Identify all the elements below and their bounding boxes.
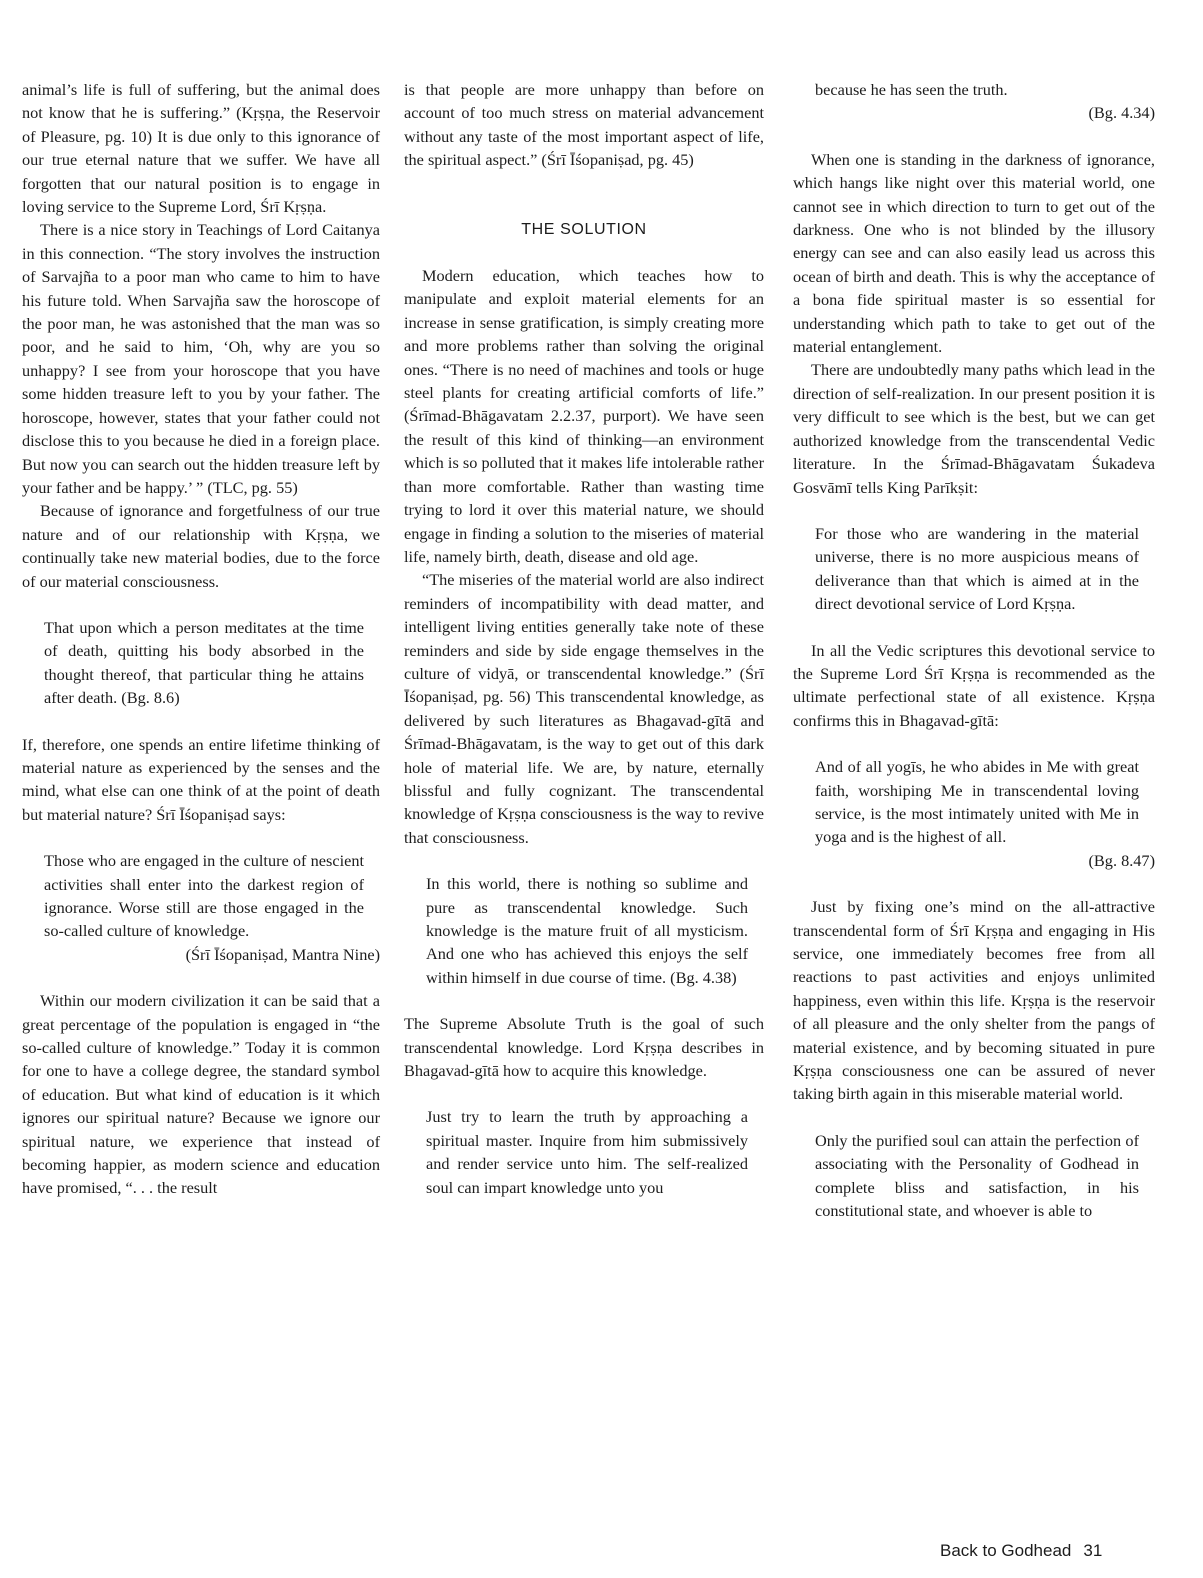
paragraph: Modern education, which teaches how to manipulate and exploit material elements for an increase in sense gratification, is simply creating more and more problems rather than solving the original ones. “There is no need of machines and tools or huge steel plants for creating artificial comforts of life.” (Śrīmad-Bhāgavatam 2.2.37, purport). We have seen the result of this kind of thinking—an environment which is so polluted that it makes life intolerable rather than more comfortable. Rather than wasting time trying to lord it over this material nature, we should engage in finding a solution to the miseries of material life, namely birth, death, disease and old age. [404, 266, 764, 566]
paragraph: Just by fixing one’s mind on the all-attractive transcendental form of Śrī Kṛṣṇa and engaging in His service, one immediately becomes free from all reactions to past activities and enjoys unlimited happiness, even within this life. Kṛṣṇa is the reservoir of all pleasure and the only shelter from the pangs of material existence, and by becoming situated in pure Kṛṣṇa consciousness one can be assured of never taking birth again in this miserable material world. [793, 897, 1155, 1104]
page-footer [940, 1541, 1102, 1561]
block-quote: For those who are wandering in the material universe, there is no more auspicious means of deliverance than that which is aimed at in the direct devotional service of Lord Kṛṣṇa. [815, 523, 1139, 614]
paragraph: is that people are more unhappy than before on account of too much stress on material advancement without any taste of the most important aspect of life, the spiritual aspect.” (Śrī Īśopaniṣad, pg. 45) [404, 80, 764, 170]
paragraph: There is a nice story in Teachings of Lord Caitanya in this connection. “The story involves the instruction of Sarvajña to a poor man who came to him to have his future told. When Sarvajña saw the horoscope of the poor man, he was astonished that the man was so poor, and he said to him, ‘Oh, why are you so unhappy? I see from your horoscope that you have some hidden treasure left to you by your father. The horoscope, however, states that your father could not disclose this to you because he died in a foreign place. But now you can search out the hidden treasure left by your father and be happy.’ ” (TLC, pg. 55) [22, 220, 380, 497]
block-quote: Only the purified soul can attain the perfection of associating with the Personality of Godhead in complete bliss and satisfaction, in his constitutional state, and whoever is able to [815, 1130, 1139, 1221]
paragraph: When one is standing in the darkness of ignorance, which hangs like night over this material world, one cannot see in which direction to turn to get out of the darkness. One who is not blinded by the illusory energy can see and can also easily lead us across this ocean of birth and death. This is why the acceptance of a bona fide spiritual master is so essential for understanding which path to take to get out of the material entanglement. [793, 149, 1155, 357]
paragraph: There are undoubtedly many paths which lead in the direction of self-realization. In our present position it is very difficult to see which is the best, but we can get authorized knowledge from the transcendental Vedic literature. In the Śrīmad-Bhāgavatam Śukadeva Gosvāmī tells King Parīkṣit: [793, 360, 1155, 497]
column-3 [793, 78, 1155, 1222]
magazine-title: Back to Godhead [940, 1541, 1072, 1560]
page-number: 31 [1083, 1541, 1103, 1560]
block-quote: Just try to learn the truth by approaching a spiritual master. Inquire from him submissively and render service unto him. The self-realized soul can impart knowledge unto you [426, 1107, 748, 1197]
paragraph: “The miseries of the material world are also indirect reminders of incompatibility with dead matter, and intelligent living entities generally take note of these reminders and side by side engage themselves in the culture of vidyā, or transcendental knowledge.” (Śrī Īśopaniṣad, pg. 56) This transcendental knowledge, as delivered by such literatures as Bhagavad-gītā and Śrīmad-Bhāgavatam, is the way to get out of this dark hole of material life. We are, by nature, eternally blissful and fully cognizant. The transcendental knowledge of Kṛṣṇa consciousness is the way to revive that consciousness. [404, 570, 764, 847]
column-2 [404, 78, 764, 1199]
column-1 [22, 78, 380, 1200]
paragraph: In all the Vedic scriptures this devotional service to the Supreme Lord Śrī Kṛṣṇa is recommended as the ultimate perfectional state of all existence. Kṛṣṇa confirms this in Bhagavad-gītā: [793, 640, 1155, 730]
quote-citation: (Śrī Īśopaniṣad, Mantra Nine) [185, 944, 380, 964]
block-quote: In this world, there is nothing so sublime and pure as transcendental knowledge. Such knowledge is the mature fruit of all mysticism. And one who has achieved this enjoys the self within himself in due course of time. (Bg. 4.38) [426, 874, 748, 987]
quote-citation: (Bg. 8.47) [1088, 850, 1155, 870]
paragraph: animal’s life is full of suffering, but the animal does not know that he is suffering.” (Kṛṣṇa, the Reservoir of Pleasure, pg. 10) It is due only to this ignorance of our true eternal nature that we suffer. We have all forgotten that our natural position is to engage in loving service to the Supreme Lord, Śrī Kṛṣṇa. [22, 80, 380, 217]
paragraph: The Supreme Absolute Truth is the goal of such transcendental knowledge. Lord Kṛṣṇa describes in Bhagavad-gītā how to acquire this knowledge. [404, 1014, 764, 1081]
section-heading: THE SOLUTION [521, 220, 647, 238]
block-quote-end: because he has seen the truth. [815, 80, 1008, 99]
paragraph: If, therefore, one spends an entire lifetime thinking of material nature as experienced by the senses and the mind, what else can one think of at the point of death but material nature? Śrī Īśopaniṣad says: [22, 734, 380, 824]
paragraph: Within our modern civilization it can be said that a great percentage of the population is engaged in “the so-called culture of knowledge.” Today it is common for one to have a college degree, the standard symbol of education. But what kind of education is it which ignores our spiritual nature? Because we ignore our spiritual nature, we experience that instead of becoming happier, as modern science and education have promised, “. . . the result [22, 991, 380, 1198]
quote-citation: (Bg. 4.34) [1088, 103, 1155, 123]
paragraph: Because of ignorance and forgetfulness of our true nature and of our relationship with Kṛṣṇa, we continually take new material bodies, due to the force of our material consciousness. [22, 501, 380, 591]
block-quote: Those who are engaged in the culture of nescient activities shall enter into the darkest region of ignorance. Worse still are those engaged in the so-called culture of knowledge. [44, 851, 364, 941]
block-quote: And of all yogīs, he who abides in Me with great faith, worshiping Me in transcendental loving service, is the most intimately united with Me in yoga and is the highest of all. [815, 757, 1139, 847]
block-quote: That upon which a person meditates at the time of death, quitting his body absorbed in the thought thereof, that particular thing he attains after death. (Bg. 8.6) [44, 617, 364, 708]
